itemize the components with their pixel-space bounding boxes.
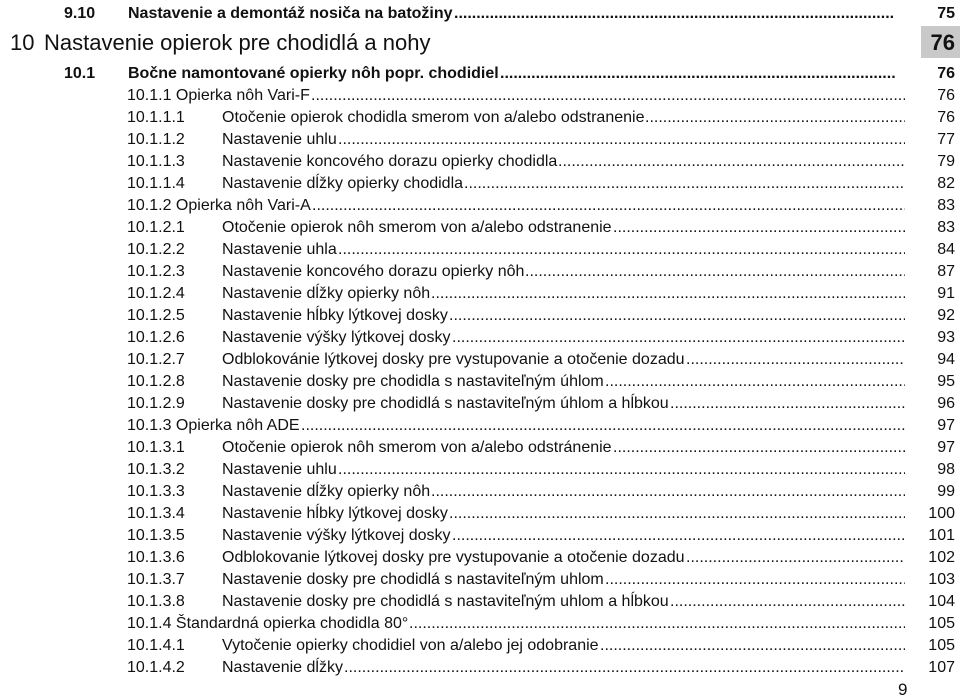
toc-entry-page: 84 [937,241,955,258]
toc-entry-page: 96 [937,395,955,412]
dot-leader [338,129,905,151]
toc-entry-title: Nastavenie uhlu [222,461,337,478]
dot-leader [454,3,895,25]
toc-entry-title: Nastavenie dosky pre chodidlá s nastaviteľným úhlom a hĺbkou [222,395,669,412]
toc-entry-number: 10.1.2.4 [127,285,185,302]
toc-entry-page: 102 [928,549,955,566]
toc-entry[interactable] [0,195,960,217]
dot-leader [431,283,905,305]
dot-leader [686,547,905,569]
toc-entry-title: 10.1.4 Štandardná opierka chodidla 80° [127,615,409,632]
toc-entry-title: Nastavenie výšky lýtkovej dosky [222,329,451,346]
toc-entry[interactable] [0,547,960,569]
dot-leader [452,525,905,547]
toc-entry[interactable] [0,151,960,173]
toc-entry-title: Nastavenie opierok pre chodidlá a nohy [44,30,431,55]
toc-entry[interactable] [0,305,960,327]
toc-entry-title: Nastavenie dĺžky opierky chodidla [222,175,464,192]
toc-entry-page: 99 [937,483,955,500]
toc-entry-number: 10 [10,30,35,55]
toc-entry[interactable] [0,613,960,635]
toc-entry-page: 100 [928,505,955,522]
toc-entry-page: 83 [937,219,955,236]
toc-entry-page: 76 [937,109,955,126]
dot-leader [409,613,905,635]
toc-entry-number: 10.1.3.4 [127,505,185,522]
toc-entry-number: 10.1.2.6 [127,329,185,346]
toc-entry-title: Vytočenie opierky chodidiel von a/alebo jej odobranie [222,637,599,654]
toc-entry-page: 98 [937,461,955,478]
dot-leader [558,151,905,173]
toc-entry-page: 76 [937,87,955,104]
dot-leader [613,437,905,459]
toc-entry-page: 87 [937,263,955,280]
dot-leader [338,459,905,481]
toc-entry-title: Odblokovanie lýtkovej dosky pre vystupovanie a otočenie dozadu [222,549,685,566]
toc-entry[interactable] [0,459,960,481]
toc-entry-page: 97 [937,417,955,434]
dot-leader [600,635,905,657]
toc-entry-title: Nastavenie hĺbky lýtkovej dosky [222,505,448,522]
toc-entry-number: 10.1.1.4 [127,175,185,192]
toc-entry[interactable] [0,393,960,415]
toc-entry[interactable] [0,569,960,591]
toc-entry-title: Nastavenie koncového dorazu opierky nôh [222,263,525,280]
toc-entry-page: 83 [937,197,955,214]
toc-entry[interactable] [0,349,960,371]
toc-entry-number: 10.1.2.8 [127,373,185,390]
toc-entry[interactable] [0,283,960,305]
dot-leader [670,591,905,613]
toc-entry-title: Otočenie opierok nôh smerom von a/alebo odstránenie [222,439,612,456]
toc-entry-page: 104 [928,593,955,610]
toc-entry-number: 10.1.2.3 [127,263,185,280]
toc-entry[interactable] [0,657,960,679]
toc-entry-title: 10.1.3 Opierka nôh ADE [127,417,300,434]
toc-entry-page: 105 [928,615,955,632]
dot-leader [311,85,905,107]
toc-entry[interactable] [0,371,960,393]
toc-entry-title: Nastavenie dosky pre chodidlá s nastaviteľným uhlom [222,571,604,588]
toc-entry-number: 9.10 [64,5,96,22]
toc-entry-title: Nastavenie dosky pre chodidla s nastaviteľným úhlom [222,373,604,390]
toc-entry-page: 91 [937,285,955,302]
toc-entry[interactable] [0,261,960,283]
toc-entry-page: 94 [937,351,955,368]
toc-entry-title: Nastavenie výšky lýtkovej dosky [222,527,451,544]
toc-entry-title: Nastavenie dĺžky opierky nôh [222,285,431,302]
dot-leader [500,63,895,85]
toc-entry-title: Nastavenie dĺžky [222,659,343,676]
toc-entry-number: 10.1.3.6 [127,549,185,566]
dot-leader [605,569,905,591]
toc-entry-page: 82 [937,175,955,192]
toc-entry-title: Nastavenie dĺžky opierky nôh [222,483,431,500]
dot-leader [344,657,905,679]
dot-leader [605,371,905,393]
toc-entry-page: 76 [937,65,955,82]
toc-entry[interactable] [0,591,960,613]
toc-entry-title: Bočne namontované opierky nôh popr. chodidiel [128,65,499,82]
dot-leader [464,173,905,195]
dot-leader [686,349,905,371]
dot-leader [338,239,905,261]
toc-entry-number: 10.1.1.2 [127,131,185,148]
toc-entry[interactable] [0,63,960,85]
toc-entry-title: 10.1.1 Opierka nôh Vari-F [127,87,310,104]
dot-leader [645,107,905,129]
toc-entry-number: 10.1.4.2 [127,659,185,676]
toc-entry-title: Odblokovánie lýtkovej dosky pre vystupovanie a otočenie dozadu [222,351,685,368]
dot-leader [301,415,905,437]
toc-entry-number: 10.1.3.2 [127,461,185,478]
toc-entry-title: Nastavenie koncového dorazu opierky chodidla [222,153,558,170]
toc-entry-number: 10.1.1.1 [127,109,185,126]
dot-leader [312,195,905,217]
toc-entry-number: 10.1.2.5 [127,307,185,324]
toc-entry[interactable] [0,3,960,25]
toc-entry-number: 10.1.3.8 [127,593,185,610]
toc-entry[interactable] [0,217,960,239]
toc-entry-page: 77 [937,131,955,148]
toc-entry-page: 92 [937,307,955,324]
toc-entry[interactable] [0,85,960,107]
toc-entry-page: 101 [928,527,955,544]
toc-entry[interactable] [0,503,960,525]
dot-leader [449,305,905,327]
dot-leader [452,327,905,349]
dot-leader [431,481,905,503]
toc-entry-page: 79 [937,153,955,170]
toc-entry-page: 76 [930,30,955,55]
toc-entry-page: 95 [937,373,955,390]
toc-entry[interactable] [0,239,960,261]
toc-entry-number: 10.1.4.1 [127,637,185,654]
toc-entry-number: 10.1.2.9 [127,395,185,412]
dot-leader [670,393,905,415]
toc-entry[interactable] [0,525,960,547]
toc-entry[interactable] [0,107,960,129]
page-number: 9 [898,680,908,699]
toc-entry-number: 10.1.2.2 [127,241,185,258]
toc-entry-title: Otočenie opierok nôh smerom von a/alebo odstranenie [222,219,612,236]
toc-entry-title: Nastavenie hĺbky lýtkovej dosky [222,307,448,324]
toc-entry-number: 10.1 [64,65,96,82]
toc-entry[interactable] [0,481,960,503]
toc-entry-number: 10.1.2.7 [127,351,185,368]
toc-entry[interactable] [0,415,960,437]
dot-leader [613,217,905,239]
toc-entry-title: Nastavenie a demontáž nosiča na batožiny [128,5,453,22]
toc-entry[interactable] [0,635,960,657]
toc-entry-title: Nastavenie uhlu [222,131,337,148]
toc-entry-number: 10.1.2.1 [127,219,185,236]
toc-entry-title: Otočenie opierok chodidla smerom von a/alebo odstranenie [222,109,645,126]
dot-leader [449,503,905,525]
dot-leader [525,261,905,283]
toc-entry-page: 93 [937,329,955,346]
toc-entry-number: 10.1.3.3 [127,483,185,500]
toc-entry-page: 75 [937,5,955,22]
toc-entry-page: 97 [937,439,955,456]
toc-entry-page: 103 [928,571,955,588]
toc-entry[interactable] [0,129,960,151]
toc-entry-title: Nastavenie dosky pre chodidlá s nastaviteľným uhlom a hĺbkou [222,593,669,610]
toc-entry-number: 10.1.3.5 [127,527,185,544]
toc-entry[interactable] [0,327,960,349]
toc-entry-number: 10.1.3.1 [127,439,185,456]
toc-entry[interactable] [0,173,960,195]
toc-entry-page: 107 [928,659,955,676]
toc-entry-title: Nastavenie uhla [222,241,337,258]
toc-entry[interactable] [0,29,960,57]
toc-entry-number: 10.1.1.3 [127,153,185,170]
toc-entry-page: 105 [928,637,955,654]
toc-entry[interactable] [0,437,960,459]
toc-entry-number: 10.1.3.7 [127,571,185,588]
toc-entry-title: 10.1.2 Opierka nôh Vari-A [127,197,311,214]
